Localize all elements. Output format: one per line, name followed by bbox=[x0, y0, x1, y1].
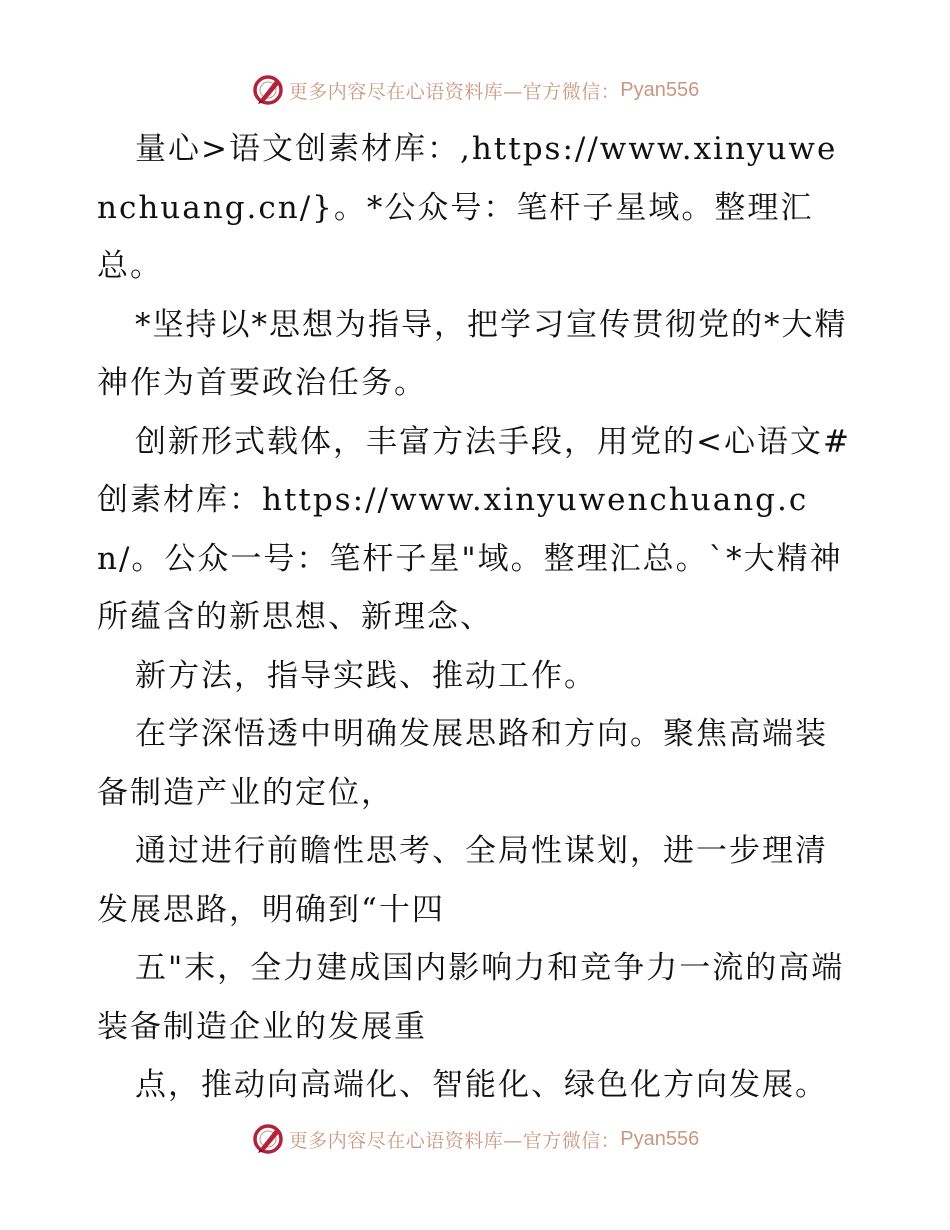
document-body bbox=[97, 120, 857, 1115]
paragraph-3: 创新形式载体，丰富方法手段，用党的<心语文#创素材库：https://www.xinyuwenchuang.cn/。公众一号：笔杆子星"域。整理汇总。`*大精神所蕴含的新思想、新理念、 bbox=[97, 423, 851, 635]
watermark-account: Pyan556 bbox=[620, 1127, 700, 1150]
paragraph-8: 点，推动向高端化、智能化、绿色化方向发展。 bbox=[135, 1067, 828, 1103]
paragraph-5: 在学深悟透中明确发展思路和方向。聚焦高端装备制造产业的定位， bbox=[97, 716, 828, 811]
paragraph-4: 新方法，指导实践、推动工作。 bbox=[135, 657, 597, 694]
paragraph-7: 五"末，全力建成国内影响力和竞争力一流的高端装备制造企业的发展重 bbox=[97, 950, 845, 1045]
watermark-account: Pyan556 bbox=[620, 78, 700, 101]
header-watermark-banner bbox=[0, 70, 950, 110]
paragraph-2: *坚持以*思想为指导，把学习宣传贯彻党的*大精神作为首要政治任务。 bbox=[97, 306, 848, 401]
pen-nib-seal-icon bbox=[251, 73, 285, 107]
pen-nib-seal-icon bbox=[251, 1122, 285, 1156]
footer-watermark-banner bbox=[0, 1119, 950, 1159]
paragraph-1: 量心>语文创素材库：,https://www.xinyuwenchuang.cn/}。*公众号：笔杆子星域。整理汇总。 bbox=[97, 131, 838, 284]
watermark-text: 更多内容尽在心语资料库—官方微信： bbox=[288, 1129, 621, 1152]
paragraph-6: 通过进行前瞻性思考、全局性谋划，进一步理清发展思路，明确到“十四 bbox=[97, 833, 828, 928]
watermark-text: 更多内容尽在心语资料库—官方微信： bbox=[288, 80, 621, 103]
